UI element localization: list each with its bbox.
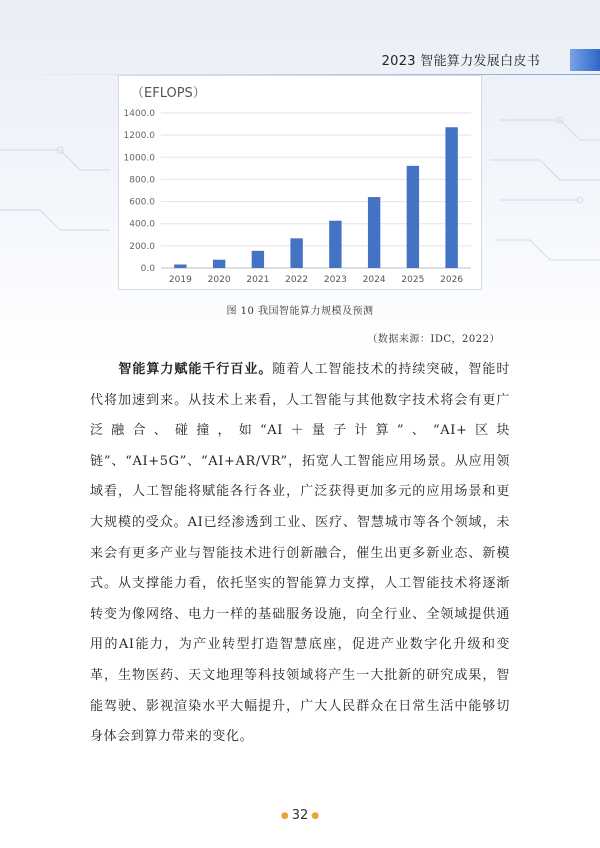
paragraph-text: 随着人工智能技术的持续突破，智能时代将加速到来。从技术上来看，人工智能与其他数字技术将会有更广泛融合、碰撞，如“AI＋量子计算”、“AI+区块链”、“AI+5G”、“AI+AR/VR”，拓宽人工智能应用场景。从应用领域看，人工智能将赋能各行各业，广泛获得更加多元的应用场景和更大规模的受众。AI已经渗透到工业、医疗、智慧城市等各个领域，未来会有更多产业与智能技术进行创新融合，催生出更多新业态、新模式。从支撑能力看，依托坚实的智能算力支撑，人工智能技术将逐渐转变为像网络、电力一样的基础服务设施，向全行业、全领域提供通用的AI能力，为产业转型打造智慧底座，促进产业数字化升级和变革，生物医药、天文地理等科技领域将产生一大批新的研究成果，智能驾驶、影视渲染水平大幅提升，广大人民群众在日常生活中能够切身体会到算力带来的变化。 — [90, 362, 510, 745]
header-accent-bar — [570, 49, 600, 71]
x-tick-label: 2020 — [207, 275, 231, 285]
body-paragraph — [90, 355, 510, 753]
y-tick-label: 1000.0 — [123, 153, 155, 164]
bar — [445, 127, 457, 268]
bullet-icon: ● — [311, 810, 320, 821]
figure-source: （数据来源：IDC，2022） — [367, 334, 500, 345]
x-tick-label: 2026 — [440, 275, 464, 285]
y-tick-label: 1400.0 — [123, 109, 155, 119]
y-tick-label: 600.0 — [129, 197, 155, 208]
x-tick-label: 2019 — [168, 275, 192, 285]
document-title: 2023 智能算力发展白皮书 — [381, 54, 540, 69]
page-number: ● 32 ● — [0, 808, 600, 823]
x-tick-label: 2023 — [323, 275, 347, 285]
bar — [368, 197, 380, 268]
y-tick-label: 0.0 — [140, 264, 155, 274]
x-tick-label: 2025 — [401, 275, 425, 285]
y-tick-label: 400.0 — [129, 219, 155, 230]
bar — [174, 264, 186, 268]
bar — [252, 251, 264, 268]
figure-caption: 图 10 我国智能算力规模及预测 — [226, 306, 374, 317]
chart-unit-label: （EFLOPS） — [131, 86, 206, 101]
x-tick-label: 2024 — [362, 275, 386, 285]
y-tick-label: 800.0 — [129, 175, 155, 186]
x-tick-label: 2021 — [246, 275, 270, 285]
x-tick-label: 2022 — [285, 275, 309, 285]
bar — [213, 260, 225, 268]
bullet-icon: ● — [280, 810, 289, 821]
paragraph-lead: 智能算力赋能千行百业。 — [118, 362, 273, 377]
bar-chart — [118, 75, 482, 290]
y-tick-label: 1200.0 — [123, 131, 155, 142]
y-tick-label: 200.0 — [129, 241, 155, 252]
bar — [290, 238, 302, 268]
chart-canvas — [119, 76, 483, 291]
bar — [407, 166, 419, 268]
bar — [329, 221, 341, 268]
